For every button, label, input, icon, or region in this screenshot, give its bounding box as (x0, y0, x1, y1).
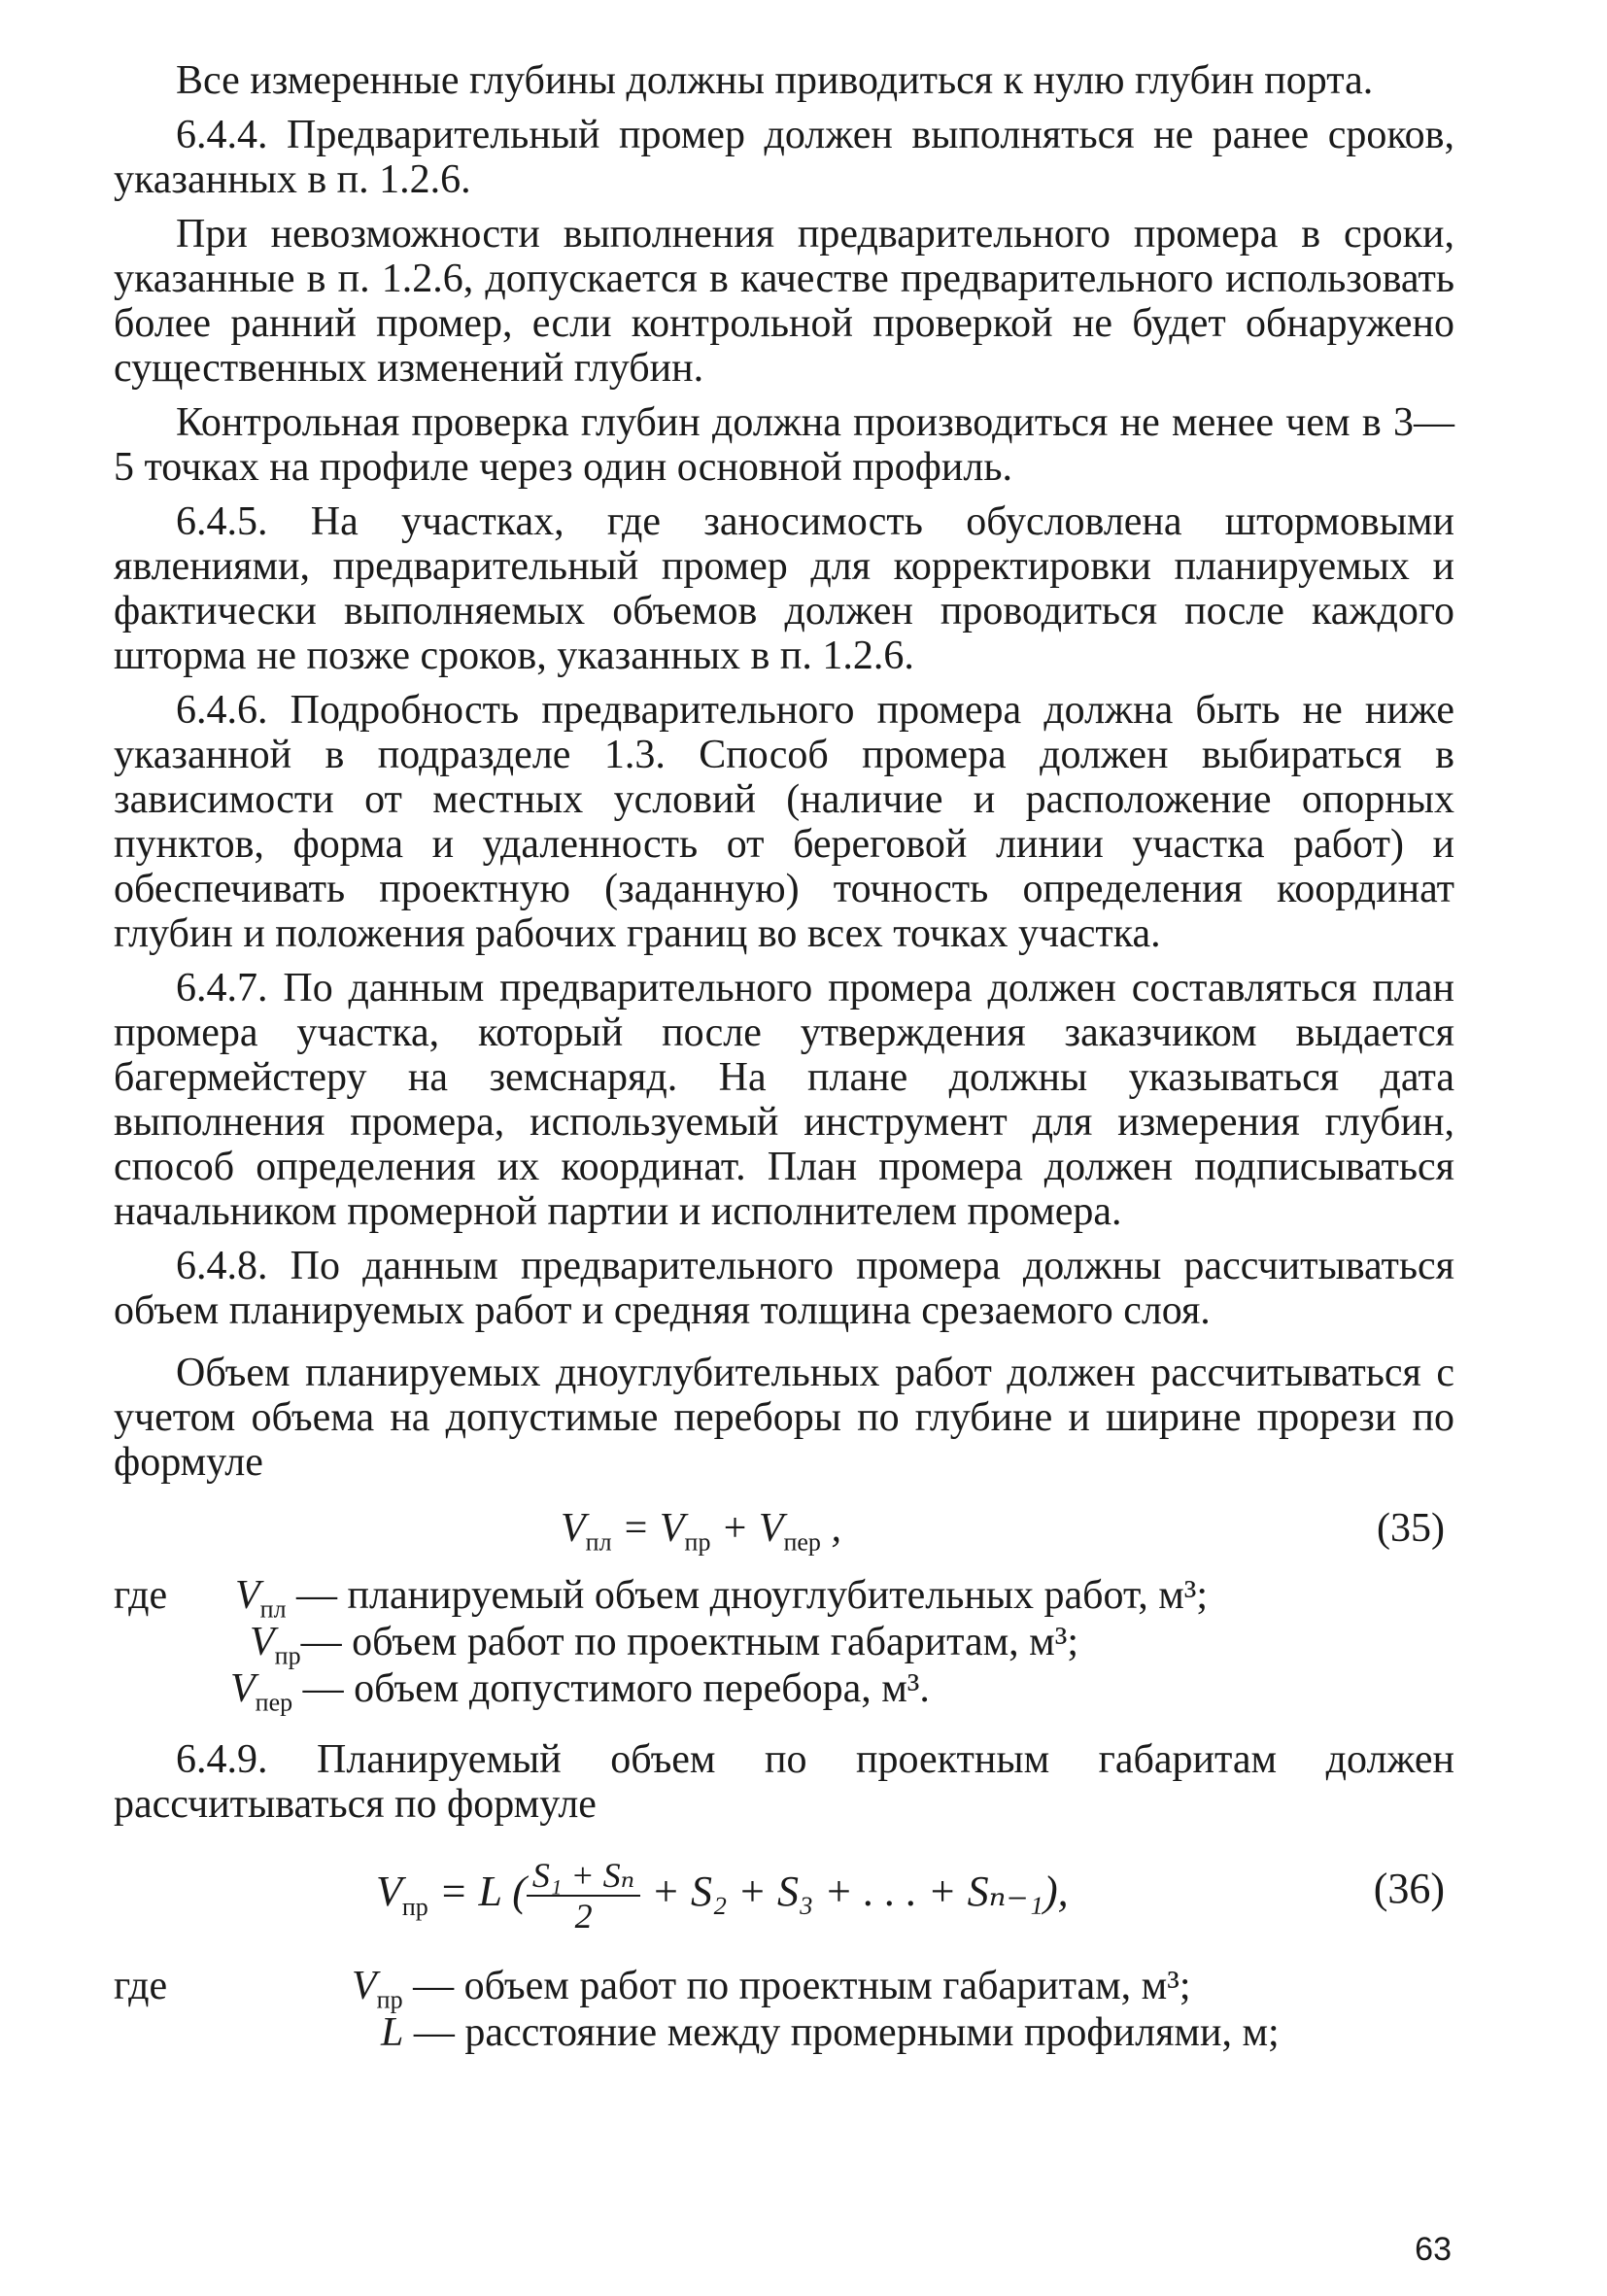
formula-36-legend (114, 1963, 1454, 2056)
page-number: 63 (1415, 2231, 1452, 2268)
paragraph-6-4-7: 6.4.7. По данным предварительного промера должен составляться план промера участка, который после утверждения заказчиком выдается багермейстеру на земснаряд. На плане должны указываться дата выполнения промера, используемый инструмент для измерения глубин, способ определения их координат. План промера должен подписываться начальником промерной партии и исполнителем промера. (114, 966, 1454, 1234)
paragraph-6-4-5: 6.4.5. На участках, где заносимость обусловлена штормовыми явлениями, предварительный промер для корректировки планируемых и фактически выполняемых объемов должен проводиться после каждого шторма не позже сроков, указанных в п. 1.2.6. (114, 499, 1454, 678)
page-body (114, 58, 1454, 2070)
fraction: $\frac{\text{S₁ + Sₙ}}{2}$ (527, 1856, 640, 1936)
formula-35-number: (35) (1377, 1506, 1445, 1551)
formula-36-number: (36) (1373, 1865, 1445, 1912)
paragraph-6-4-6: 6.4.6. Подробность предварительного промера должна быть не ниже указанной в подразделе 1.3. Способ промера должен выбираться в зависимости от местных условий (наличие и расположение опорных пунктов, форма и удаленность от береговой линии участка работ) и обеспечивать проектную (заданную) точность определения координат глубин и положения рабочих границ во всех точках участка. (114, 688, 1454, 956)
formula-35 (114, 1494, 1454, 1562)
legend-row: где $V_{пл}$ — планируемый объем дноуглубительных работ, м³; (114, 1573, 1209, 1624)
legend-row: $V_{пер}$ — объем допустимого перебора, м³. (230, 1666, 930, 1717)
paragraph-impossibility: При невозможности выполнения предварительного промера в сроки, указанные в п. 1.2.6, допускается в качестве предварительного использовать более ранний промер, если контрольной проверкой не будет обнаружено существенных изменений глубин. (114, 212, 1454, 391)
where-label: где (114, 1964, 168, 2008)
formula-35-expression: $V_{пл} = V_{пр} + V_{пер}$ , (561, 1506, 841, 1557)
formula-36 (114, 1836, 1454, 1943)
formula-36-expression: $V_{пр} = L$ ( $\frac{\text{S₁ + Sₙ}}{2}$ + S₂ + S₃ + . . . + Sₙ₋₁), (376, 1856, 1069, 1936)
where-label: где (114, 1573, 168, 1618)
paragraph-depth-reference: Все измеренные глубины должны приводиться к нулю глубин порта. (176, 58, 1374, 103)
paragraph-6-4-8: 6.4.8. По данным предварительного промера должны рассчитываться объем планируемых работ и средняя толщина срезаемого слоя. (114, 1244, 1454, 1333)
paragraph-6-4-9: 6.4.9. Планируемый объем по проектным габаритам должен рассчитываться по формуле (114, 1737, 1454, 1827)
legend-row: $V_{пр}—$ объем работ по проектным габаритам, м³; (250, 1620, 1079, 1670)
paragraph-volume-formula-intro: Объем планируемых дноуглубительных работ должен рассчитываться с учетом объема на допустимые переборы по глубине и ширине прорези по формуле (114, 1351, 1454, 1485)
legend-row: где $V_{пр}$ — объем работ по проектным габаритам, м³; (114, 1964, 1191, 2014)
paragraph-6-4-4: 6.4.4. Предварительный промер должен выполняться не ранее сроков, указанных в п. 1.2.6. (114, 113, 1454, 202)
legend-row: L — расстояние между промерными профилями, м; (381, 2010, 1280, 2055)
formula-35-legend (114, 1572, 1454, 1717)
paragraph-control-check: Контрольная проверка глубин должна производиться не менее чем в 3—5 точках на профиле через один основной профиль. (114, 400, 1454, 490)
